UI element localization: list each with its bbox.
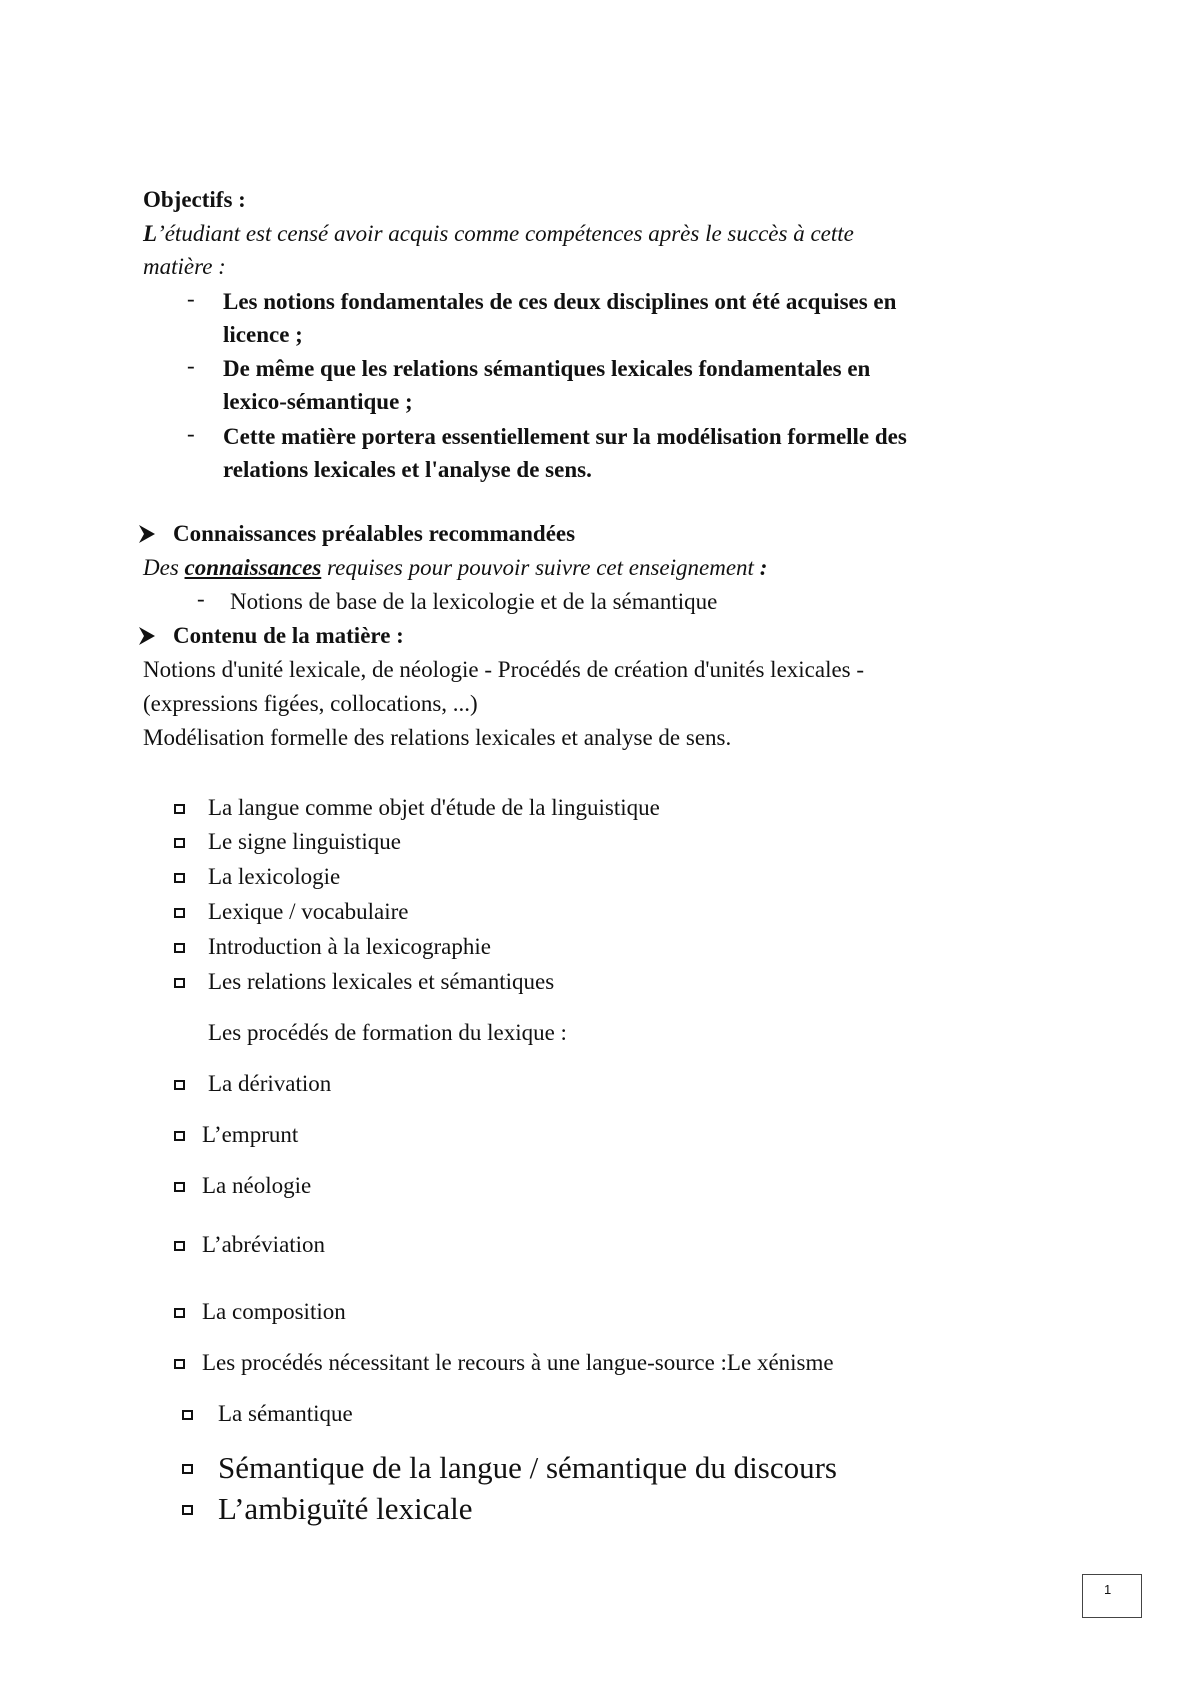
objectives-intro-initial: L xyxy=(143,221,158,246)
formation-item: L’emprunt xyxy=(202,1122,299,1147)
objectives-intro-line1 xyxy=(143,218,854,250)
page-number: 1 xyxy=(1104,1582,1112,1597)
content-line1: Notions d'unité lexicale, de néologie - Procédés de création d'unités lexicales - xyxy=(143,657,865,682)
content-heading: Contenu de la matière : xyxy=(173,623,404,648)
objective-item-2-line1: De même que les relations sémantiques lexicales fondamentales en xyxy=(223,356,871,381)
prerequisites-intro-bold: connaissances xyxy=(184,555,322,580)
arrowhead-bullet-icon xyxy=(137,523,157,545)
arrowhead-bullet-icon xyxy=(137,625,157,647)
square-bullet-icon xyxy=(174,1080,185,1090)
prerequisites-intro xyxy=(143,552,767,584)
square-bullet-icon xyxy=(174,943,185,953)
objective-item-1-line2: licence ; xyxy=(223,322,303,347)
dash-bullet: - xyxy=(187,286,195,311)
prerequisites-intro-prefix: Des xyxy=(143,555,185,580)
formation-item: La néologie xyxy=(202,1173,312,1198)
prerequisite-item: Notions de base de la lexicologie et de la sémantique xyxy=(230,589,718,614)
content-line3: Modélisation formelle des relations lexicales et analyse de sens. xyxy=(143,725,732,750)
large-item: L’ambiguïté lexicale xyxy=(218,1491,473,1526)
formation-item: La dérivation xyxy=(208,1071,332,1096)
formation-item: La composition xyxy=(202,1299,346,1324)
objectives-heading: Objectifs : xyxy=(143,187,246,212)
formation-item: L’abréviation xyxy=(202,1232,326,1257)
square-bullet-icon xyxy=(174,873,185,883)
objective-item-2-line2: lexico-sémantique ; xyxy=(223,389,413,414)
prerequisites-intro-colon: : xyxy=(759,555,768,580)
square-bullet-icon xyxy=(174,838,185,848)
objectives-intro-line2: matière : xyxy=(143,254,226,279)
square-bullet-icon xyxy=(174,978,185,988)
dash-bullet: - xyxy=(187,353,195,378)
square-bullet-icon xyxy=(174,1359,185,1369)
formation-item: Les procédés nécessitant le recours à une langue-source :Le xénisme xyxy=(202,1350,834,1375)
dash-bullet: - xyxy=(197,586,205,611)
topic-item: Introduction à la lexicographie xyxy=(208,934,491,959)
square-bullet-icon xyxy=(182,1505,193,1515)
square-bullet-icon xyxy=(174,1241,185,1251)
topic-item: La lexicologie xyxy=(208,864,341,889)
topic-item: La langue comme objet d'étude de la linguistique xyxy=(208,795,660,820)
objective-item-3-line2: relations lexicales et l'analyse de sens. xyxy=(223,457,592,482)
objectives-intro-text: ’étudiant est censé avoir acquis comme compétences après le succès à cette xyxy=(157,221,854,246)
topic-item: Les relations lexicales et sémantiques xyxy=(208,969,555,994)
square-bullet-icon xyxy=(174,1131,185,1141)
square-bullet-icon xyxy=(174,804,185,814)
semantics-item: La sémantique xyxy=(218,1401,353,1426)
square-bullet-icon xyxy=(182,1464,193,1474)
prerequisites-intro-rest: requises pour pouvoir suivre cet enseignement xyxy=(321,555,760,580)
objective-item-3-line1: Cette matière portera essentiellement sur la modélisation formelle des xyxy=(223,424,907,449)
square-bullet-icon xyxy=(174,1182,185,1192)
prerequisites-heading: Connaissances préalables recommandées xyxy=(173,521,576,546)
large-item: Sémantique de la langue / sémantique du discours xyxy=(218,1450,837,1485)
page-number-box xyxy=(1082,1574,1142,1618)
square-bullet-icon xyxy=(182,1410,193,1420)
square-bullet-icon xyxy=(174,908,185,918)
objective-item-1-line1: Les notions fondamentales de ces deux disciplines ont été acquises en xyxy=(223,289,897,314)
topic-item: Lexique / vocabulaire xyxy=(208,899,409,924)
square-bullet-icon xyxy=(174,1308,185,1318)
topic-item: Le signe linguistique xyxy=(208,829,401,854)
dash-bullet: - xyxy=(187,421,195,446)
content-line2: (expressions figées, collocations, ...) xyxy=(143,691,478,716)
formation-heading: Les procédés de formation du lexique : xyxy=(208,1020,567,1045)
